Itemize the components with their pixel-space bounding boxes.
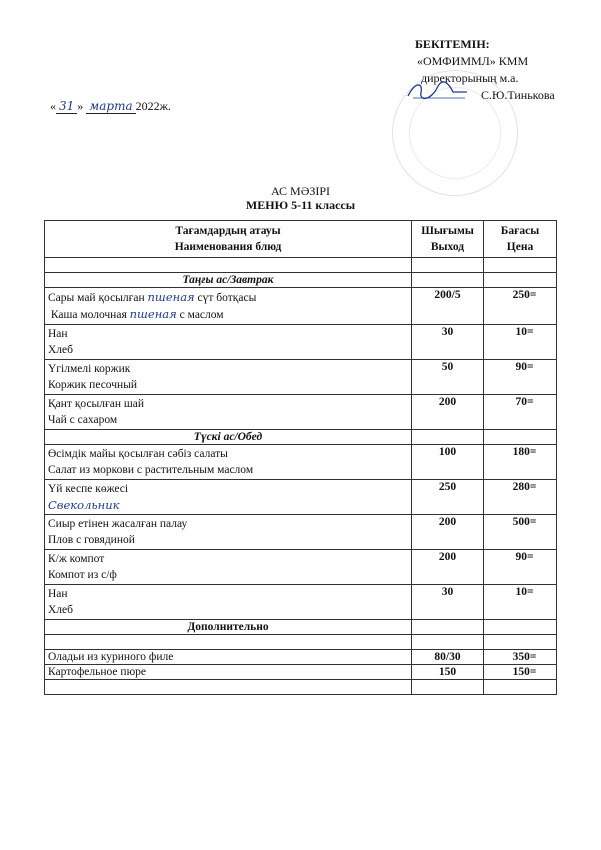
section-row xyxy=(45,430,557,445)
header-name: Тағамдардың атауы Наименования блюд xyxy=(45,221,412,258)
table-row: Нан Хлеб 30 10= xyxy=(45,325,557,360)
table-row: Қант қосылған шай Чай с сахаром 200 70= xyxy=(45,395,557,430)
table-row: К/ж компот Компот из с/ф 200 90= xyxy=(45,550,557,585)
section-row xyxy=(45,620,557,635)
section-breakfast: Таңғы ас/Завтрак xyxy=(45,273,412,288)
signature-mark xyxy=(405,78,471,104)
menu-table xyxy=(44,220,557,695)
table-row: Картофельное пюре 150 150= xyxy=(45,665,557,680)
date-year: 2022ж. xyxy=(135,99,171,113)
table-row: Үгілмелі коржик Коржик песочный 50 90= xyxy=(45,360,557,395)
date-day: 31 xyxy=(56,99,77,114)
date-month: марта xyxy=(86,99,135,114)
table-row: Өсімдік майы қосылған сәбіз салаты Салат из моркови с растительным маслом 100 180= xyxy=(45,445,557,480)
header-yield: Шығымы Выход xyxy=(412,221,484,258)
table-row: Сары май қосылған пшеная сүт ботқасы Каша молочная пшеная с маслом 200/5 250= xyxy=(45,288,557,325)
table-header xyxy=(45,221,557,258)
approval-signatory: С.Ю.Тинькова xyxy=(481,88,555,102)
document-date: « 31 » марта 2022ж. xyxy=(50,99,171,113)
table-row: Нан Хлеб 30 10= xyxy=(45,585,557,620)
table-row: Оладьи из куриного филе 80/30 350= xyxy=(45,650,557,665)
table-row: Үй кеспе көжесі Свекольник 250 280= xyxy=(45,480,557,515)
section-row xyxy=(45,273,557,288)
table-row: Сиыр етінен жасалған палау Плов с говядиной 200 500= xyxy=(45,515,557,550)
page-title: АС МӘЗІРІ xyxy=(270,184,331,198)
page-subtitle: МЕНЮ 5-11 классы xyxy=(245,198,356,212)
approval-role: директорының м.а. xyxy=(421,71,519,85)
section-extra: Дополнительно xyxy=(45,620,412,635)
header-price: Бағасы Цена xyxy=(484,221,557,258)
section-lunch: Түскі ас/Обед xyxy=(45,430,412,445)
approval-org: «ОМФИММЛ» КММ xyxy=(417,54,529,68)
approval-heading: БЕКІТЕМІН: xyxy=(415,37,490,51)
